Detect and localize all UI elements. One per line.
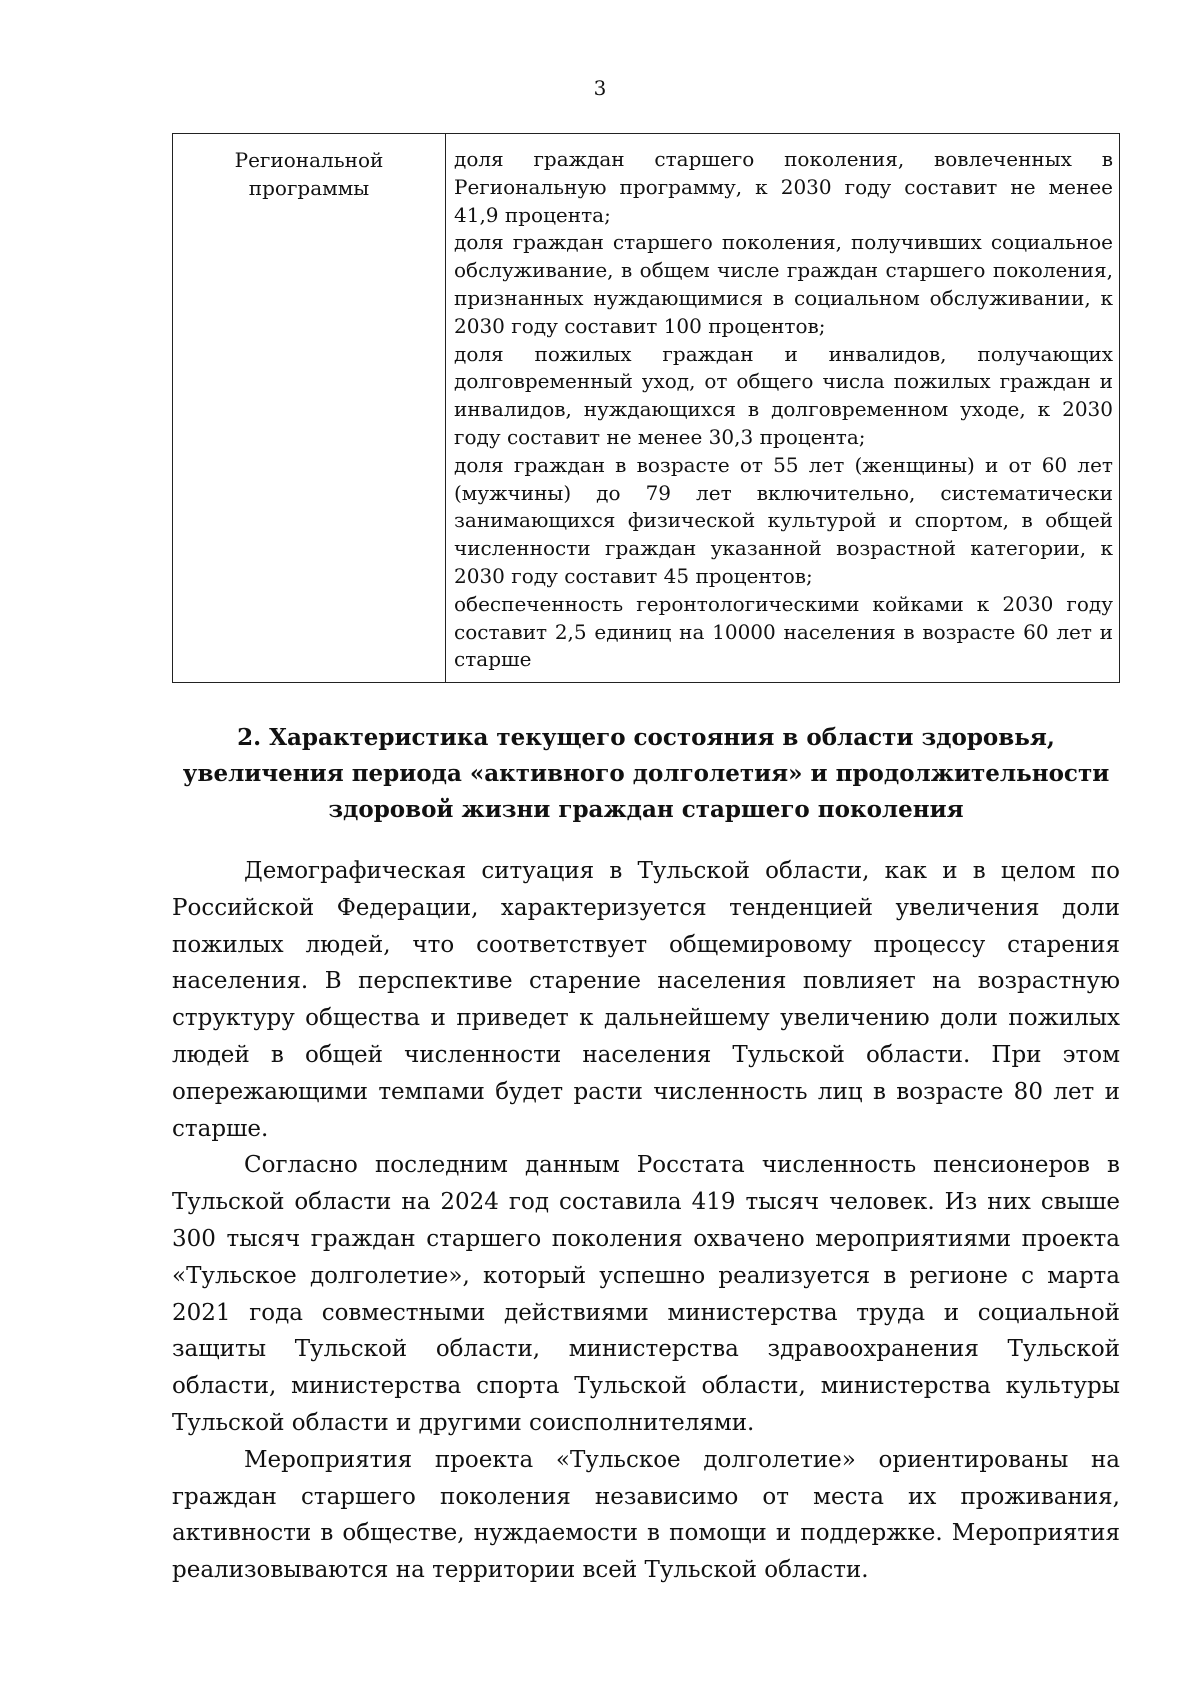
section-heading xyxy=(172,720,1120,828)
indicator-item: доля граждан старшего поколения, получивших социальное обслуживание, в общем числе граждан старшего поколения, признанных нуждающимися в социальном обслуживании, к 2030 году составит 100 процентов; xyxy=(454,230,1113,338)
expected-results-table xyxy=(172,133,1120,683)
body-paragraph: Демографическая ситуация в Тульской области, как и в целом по Российской Федерации, характеризуется тенденцией увеличения доли пожилых людей, что соответствует общемировому процессу старения населения. В перспективе старение населения повлияет на возрастную структуру общества и приведет к дальнейшему увеличению доли пожилых людей в общей численности населения Тульской области. При этом опережающими темпами будет расти численность лиц в возрасте 80 лет и старше. xyxy=(172,858,1120,1142)
section-heading-line: здоровой жизни граждан старшего поколения xyxy=(328,796,964,823)
table-label-line: Региональной xyxy=(234,148,384,172)
section-heading-line: 2. Характеристика текущего состояния в области здоровья, xyxy=(237,724,1055,751)
section-body xyxy=(172,853,1120,1589)
table-value-cell xyxy=(446,134,1120,683)
body-paragraph: Мероприятия проекта «Тульское долголетие» ориентированы на граждан старшего поколения независимо от места их проживания, активности в обществе, нуждаемости в помощи и поддержке. Мероприятия реализовываются на территории всей Тульской области. xyxy=(172,1446,1120,1584)
table-label-line: программы xyxy=(248,175,370,200)
table-row xyxy=(173,134,1120,683)
indicator-item: доля граждан в возрасте от 55 лет (женщины) и от 60 лет (мужчины) до 79 лет включительно, систематически занимающихся физической культурой и спортом, в общей численности граждан указанной возрастной категории, к 2030 году составит 45 процентов; xyxy=(454,452,1113,588)
body-paragraph: Согласно последним данным Росстата численность пенсионеров в Тульской области на 2024 год составила 419 тысяч человек. Из них свыше 300 тысяч граждан старшего поколения охвачено мероприятиями проекта «Тульское долголетие», который успешно реализуется в регионе с марта 2021 года совместными действиями министерства труда и социальной защиты Тульской области, министерства здравоохранения Тульской области, министерства спорта Тульской области, министерства культуры Тульской области и другими соисполнителями. xyxy=(172,1152,1120,1436)
indicator-item: доля граждан старшего поколения, вовлеченных в Региональную программу, к 2030 году составит не менее 41,9 процента; xyxy=(454,147,1113,227)
table-label-cell xyxy=(173,134,446,683)
section-heading-line: увеличения периода «активного долголетия» и продолжительности xyxy=(182,760,1110,787)
indicator-item: обеспеченность геронтологическими койками к 2030 году составит 2,5 единиц на 10000 населения в возрасте 60 лет и старше xyxy=(454,591,1113,672)
indicator-item: доля пожилых граждан и инвалидов, получающих долговременный уход, от общего числа пожилых граждан и инвалидов, нуждающихся в долговременном уходе, к 2030 году составит не менее 30,3 процента; xyxy=(454,341,1113,449)
page-number: 3 xyxy=(593,76,607,100)
